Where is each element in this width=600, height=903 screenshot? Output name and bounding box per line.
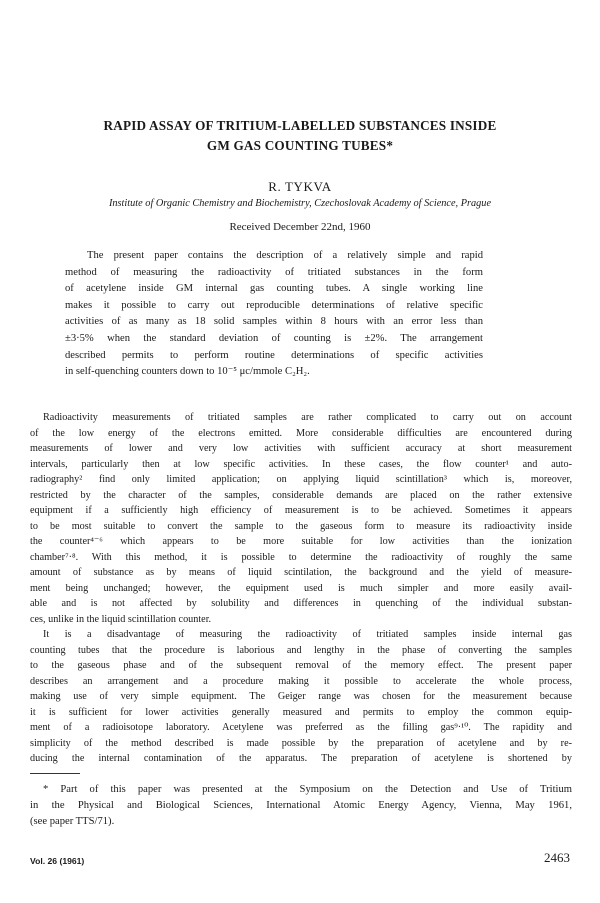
body-line: making use of very simple equipment. The Geiger range was chosen for the measurement because [30,691,572,702]
body-line: radiography² find only limited application; on applying liquid scintillation³ which is, moreover, [30,474,572,485]
body-line: counting tubes that the procedure is laborious and lengthy in the phase of converting the samples [30,644,572,656]
body-line: ment of a radioisotope laboratory. Acetylene was preferred as the filling gas⁹·¹⁰. The rapidity and [30,722,572,733]
body-line: ment being unchanged; however, the equipment used is much simpler and more easily avail- [30,582,572,594]
footnote [30,782,572,830]
body-line: to the gaseous phase and of the subsequent removal of the memory effect. The present paper [30,660,572,671]
body-line: of the low energy of the electrons emitted. More considerable difficulties are encountered during [30,427,572,439]
abstract [65,248,483,381]
abstract-line: described permits to perform routine determinations of specific activities [65,349,483,361]
abstract-line: in self-quenching counters down to 10⁻⁵ μc/mmole C₂H₂. [65,366,310,378]
article-title [30,116,570,156]
body-line: the counter⁴⁻⁶ which appears to be more suitable for low activities than the ionization [30,536,572,547]
abstract-line: The present paper contains the description of a relatively simple and rapid [87,250,483,261]
body-line: Radioactivity measurements of tritiated samples are rather complicated to carry out on account [43,412,572,423]
body-line: able and is not affected by solubility and differences in quenching of the individual substan- [30,598,572,609]
body-line: ces, unlike in the liquid scintillation counter. [30,613,212,625]
body-line: describes an arrangement and a procedure making it possible to accelerate the whole process, [30,675,572,687]
body-line: intervals, particularly then at low specific activities. In these cases, the flow counter¹ and auto- [30,458,572,470]
abstract-line: method of measuring the radioactivity of tritiated substances in the form [65,266,483,278]
received-date: Received December 22nd, 1960 [229,221,371,233]
body-line: chamber⁷·⁸. With this method, it is possible to determine the radioactivity of roughly the same [30,551,572,563]
footnote-line: in the Physical and Biological Sciences, International Atomic Energy Agency, Vienna, May 1961, [30,800,572,811]
body-line: equipment if a sufficiently high efficiency of measurement is to be achieved. Sometimes it appears [30,505,572,516]
body-line: simplicity of the method described is made possible by the preparation of acetylene and by re- [30,737,572,749]
page-number: 2463 [544,850,570,865]
body-line: restricted by the character of the samples, considerable demands are placed on the rather extensive [30,489,572,501]
abstract-line: makes it possible to carry out reproducible determinations of relative specific [65,299,483,311]
author-name: R. TYKVA [268,179,332,194]
footnote-line: * Part of this paper was presented at the Symposium on the Detection and Use of Tritium [43,784,572,795]
abstract-line: activities of as many as 18 solid samples within 8 hours with an error less than [65,316,483,328]
author-affiliation: Institute of Organic Chemistry and Biochemistry, Czechoslovak Academy of Science, Prague [108,198,492,209]
title-line-1: RAPID ASSAY OF TRITIUM-LABELLED SUBSTANCES INSIDE [103,118,497,133]
title-line-2: GM GAS COUNTING TUBES* [206,138,394,153]
abstract-line: ±3·5% when the standard deviation of counting is ±2%. The arrangement [65,332,483,344]
body-line: amount of substance as by means of liquid scintilation, the background and the yield of measure- [30,567,572,578]
article-body [30,410,572,767]
footnote-line: (see paper TTS/71). [30,816,115,827]
footnote-rule [30,773,80,774]
journal-reference: Vol. 26 (1961) [30,856,85,866]
body-line: measurements of lower and very low activities with sufficient accuracy at short measurement [30,443,572,454]
body-line: ducing the internal contamination of the apparatus. The preparation of acetylene is shortened by [30,753,572,764]
body-line: to be most suitable to convert the sample to the gaseous form to measure its radioactivity inside [30,520,572,532]
body-line: it is sufficient for lower activities generally measured and permits to employ the common equip- [30,706,572,718]
abstract-line: of acetylene inside GM internal gas counting tubes. A single working line [65,283,483,295]
body-line: It is a disadvantage of measuring the radioactivity of tritiated samples inside internal gas [43,629,572,640]
